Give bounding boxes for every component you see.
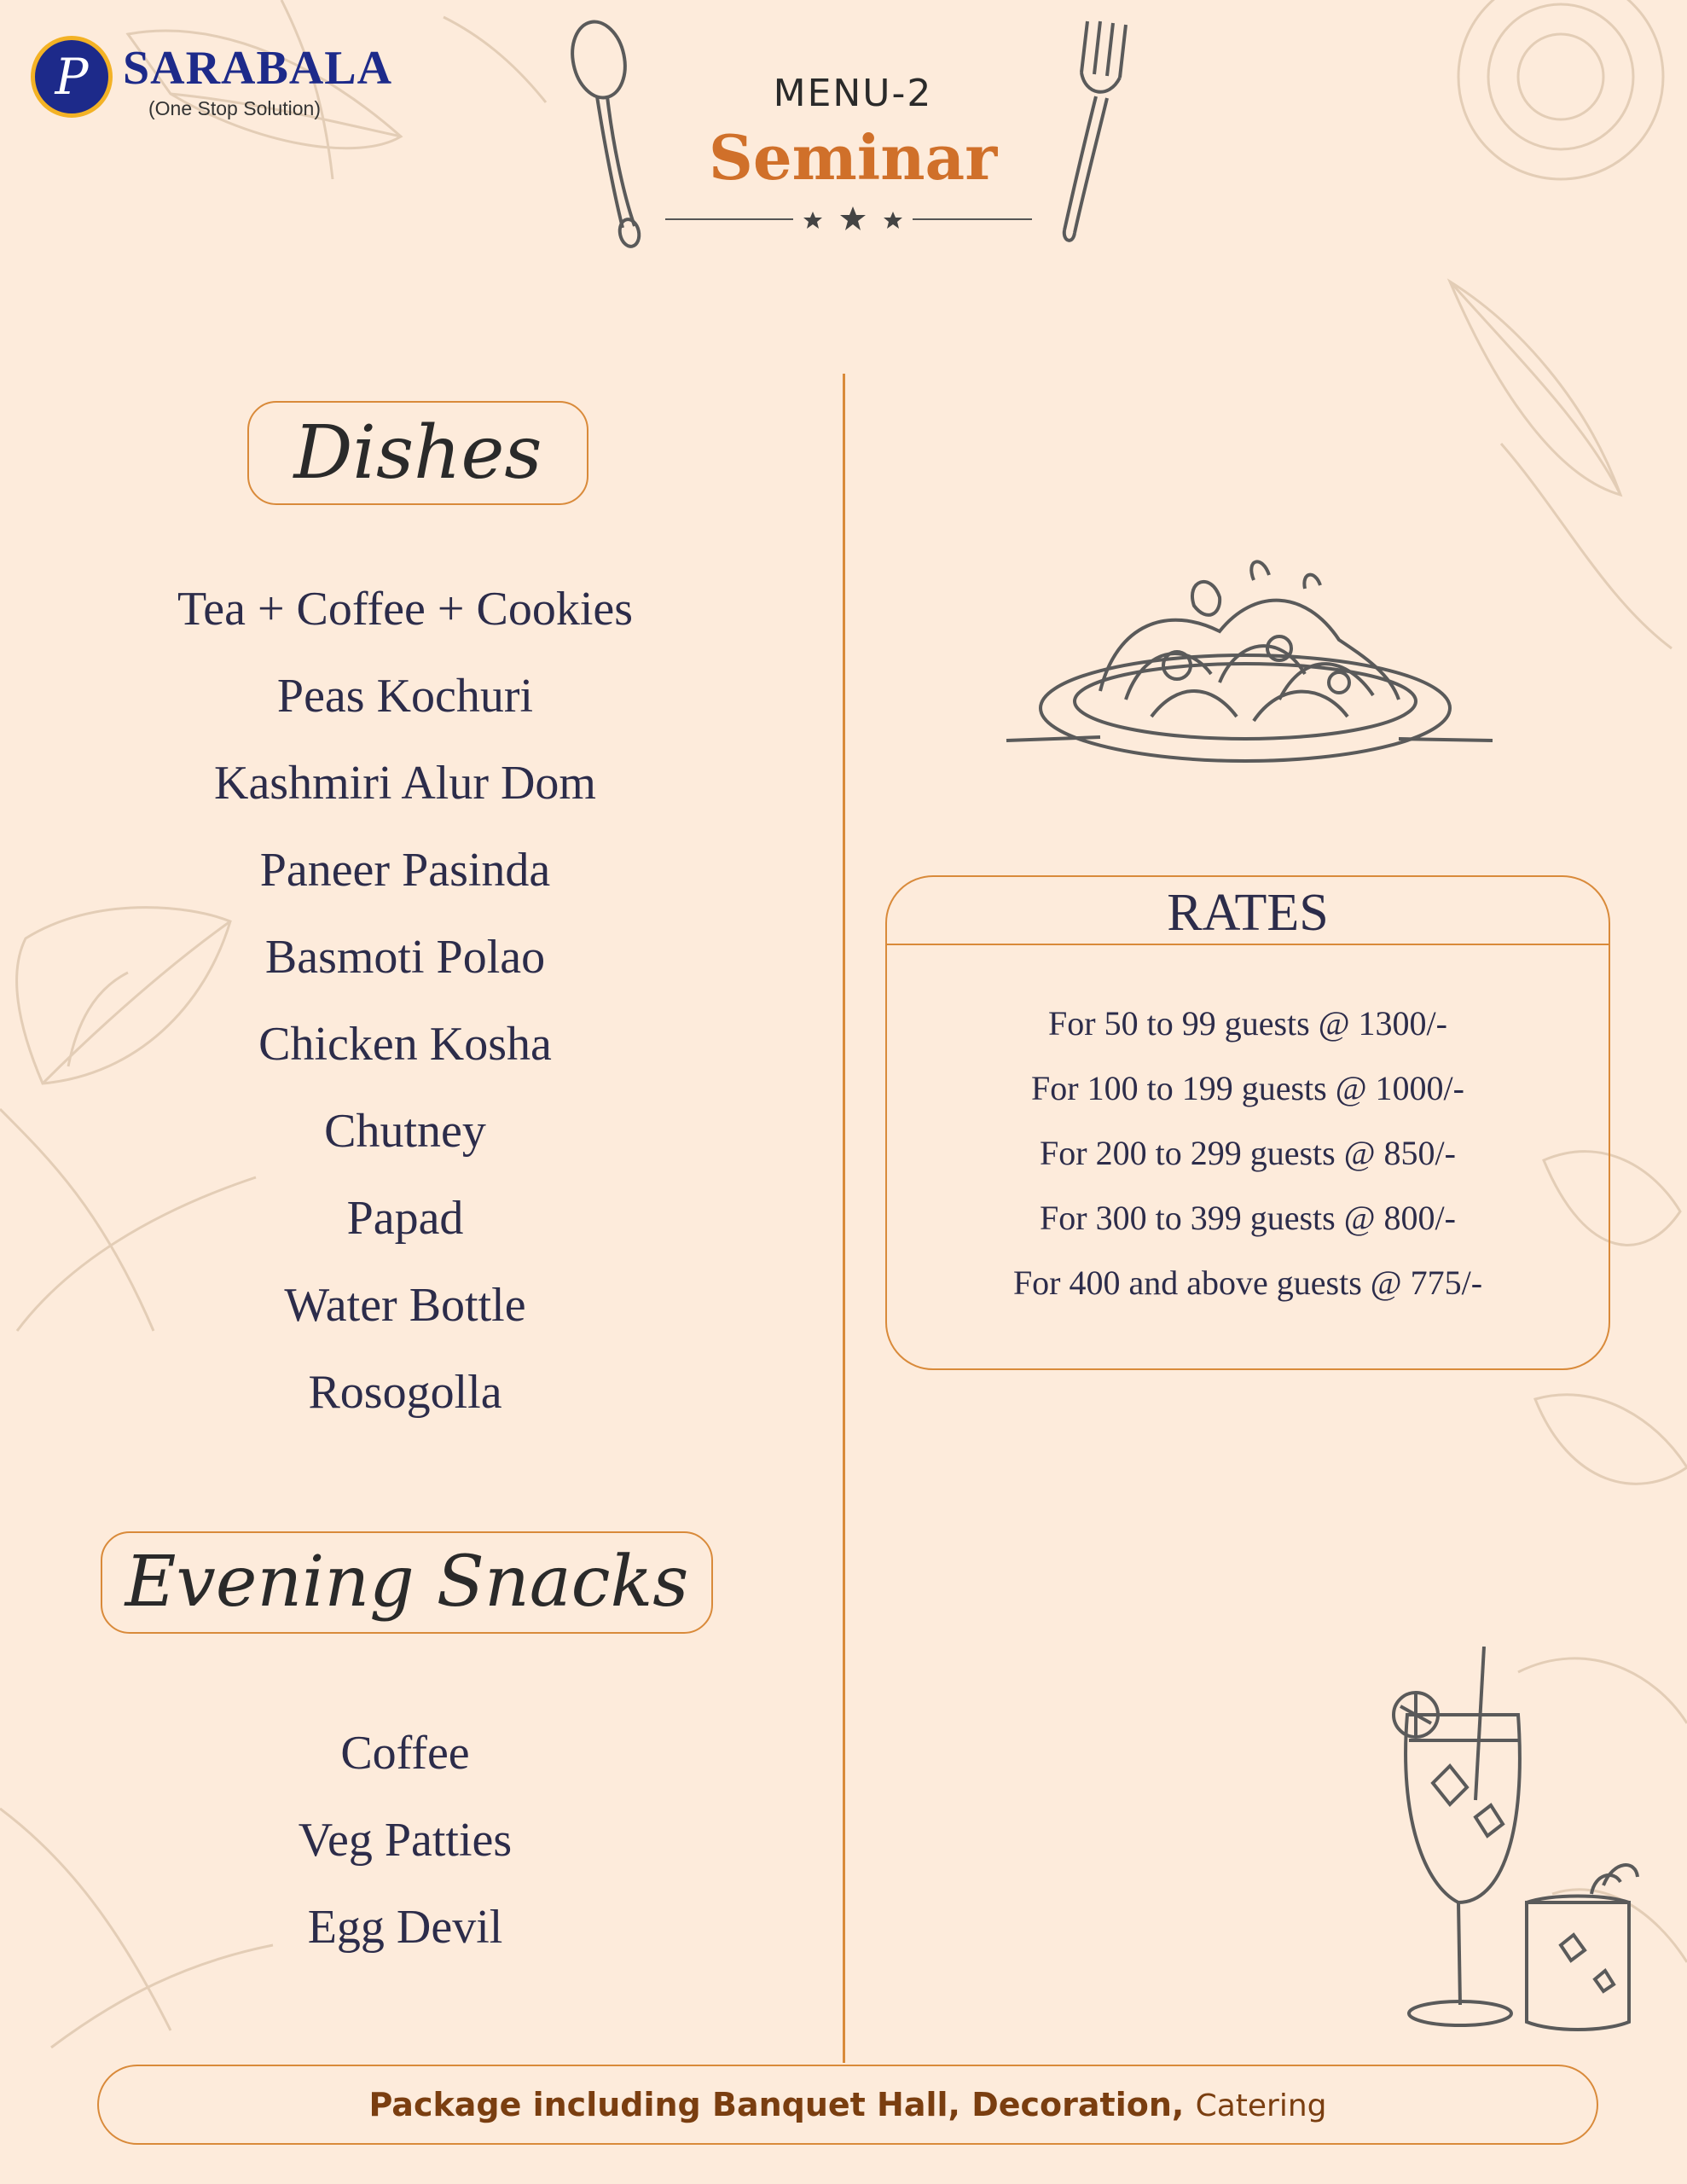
snack-item: Veg Patties bbox=[298, 1814, 513, 1867]
sarabala-logo bbox=[31, 36, 406, 130]
dish-item: Paneer Pasinda bbox=[259, 844, 551, 897]
rate-item: For 200 to 299 guests @ 850/- bbox=[1040, 1134, 1456, 1172]
dish-item: Water Bottle bbox=[284, 1279, 526, 1332]
dishes-list bbox=[98, 566, 712, 1436]
package-footer bbox=[97, 2065, 1598, 2145]
heading-divider-left bbox=[665, 218, 793, 220]
snacks-list bbox=[98, 1710, 712, 1971]
rates-list bbox=[887, 991, 1609, 1316]
fork-icon bbox=[1041, 13, 1134, 252]
dish-item: Chicken Kosha bbox=[258, 1018, 552, 1071]
rate-item: For 400 and above guests @ 775/- bbox=[1012, 1263, 1483, 1302]
rates-heading: RATES bbox=[1167, 884, 1329, 942]
evening-snacks-heading: Evening Snacks bbox=[101, 1531, 713, 1634]
heading-divider-right bbox=[913, 218, 1032, 220]
brand-tagline: (One Stop Solution) bbox=[148, 97, 322, 119]
brand-name: SARABALA bbox=[123, 42, 393, 95]
stars-icon bbox=[797, 205, 908, 234]
pasta-plate-illustration bbox=[998, 555, 1501, 793]
column-divider bbox=[843, 374, 845, 2063]
logo-badge bbox=[31, 36, 113, 118]
dish-item: Rosogolla bbox=[308, 1366, 502, 1419]
dish-item: Basmoti Polao bbox=[264, 931, 546, 984]
rate-item: For 300 to 399 guests @ 800/- bbox=[1040, 1199, 1456, 1237]
spoon-icon bbox=[563, 13, 657, 252]
snack-item: Coffee bbox=[340, 1727, 470, 1780]
rates-box bbox=[885, 875, 1610, 1370]
dish-item: Chutney bbox=[324, 1105, 486, 1158]
dish-item: Peas Kochuri bbox=[276, 670, 534, 723]
footer-main-text: Package including Banquet Hall, Decoration, bbox=[368, 2086, 1185, 2123]
menu-number: MENU-2 bbox=[773, 72, 933, 115]
rates-divider bbox=[887, 944, 1609, 945]
rate-item: For 100 to 199 guests @ 1000/- bbox=[1031, 1069, 1464, 1107]
rate-item: For 50 to 99 guests @ 1300/- bbox=[1048, 1004, 1447, 1043]
drinks-illustration bbox=[1390, 1647, 1646, 2039]
snack-item: Egg Devil bbox=[307, 1901, 503, 1954]
dish-item: Tea + Coffee + Cookies bbox=[177, 583, 634, 636]
dish-item: Papad bbox=[346, 1192, 464, 1245]
dishes-heading: Dishes bbox=[247, 401, 588, 505]
menu-title: Seminar bbox=[708, 121, 998, 194]
dish-item: Kashmiri Alur Dom bbox=[214, 757, 596, 810]
footer-catering-text: Catering bbox=[1195, 2088, 1327, 2123]
logo-letter: P bbox=[55, 48, 89, 106]
